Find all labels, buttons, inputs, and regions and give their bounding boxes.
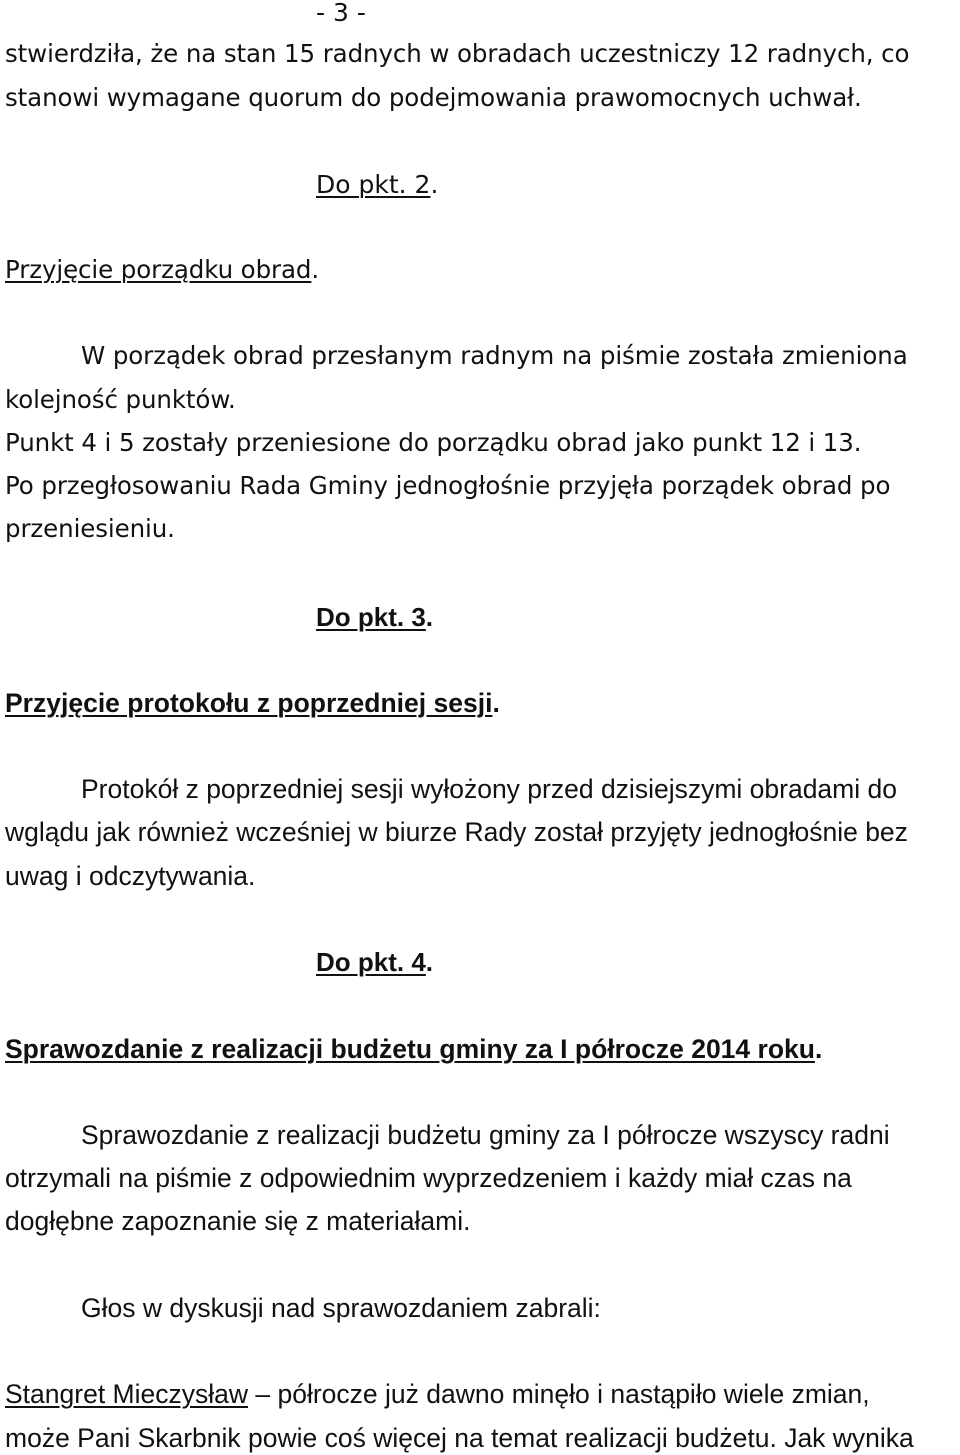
speaker-statement-line-1 [5,1381,870,1408]
point-2-label-suffix: . [430,170,439,199]
section-3-heading-text: Przyjęcie protokołu z poprzedniej sesji [5,688,493,718]
intro-line-2: stanowi wymagane quorum do podejmowania prawomocnych uchwał. [5,83,862,112]
section-2-heading [5,255,320,284]
point-3-label [316,604,433,630]
section-3-body-line-3: uwag i odczytywania. [5,861,256,891]
section-3-body-line-1: Protokół z poprzedniej sesji wyłożony przed dzisiejszymi obradami do [81,774,897,804]
section-2-heading-text: Przyjęcie porządku obrad [5,255,312,284]
point-2-label-text: Do pkt. 2 [316,170,431,199]
section-3-heading-suffix: . [492,688,500,718]
section-4-body-line-2: otrzymali na piśmie z odpowiednim wyprzedzeniem i każdy miał czas na [5,1163,852,1193]
point-3-label-suffix: . [425,602,434,632]
point-4-label-text: Do pkt. 4 [316,947,426,977]
speaker-statement-line-2: może Pani Skarbnik powie coś więcej na temat realizacji budżetu. Jak wynika [5,1423,914,1453]
point-4-label-suffix: . [425,947,434,977]
point-4-label [316,949,433,975]
section-4-heading-suffix: . [814,1034,823,1064]
point-2-label [316,172,438,197]
speaker-name: Stangret Mieczysław [5,1379,249,1409]
section-4-heading-text: Sprawozdanie z realizacji budżetu gminy za I półrocze 2014 roku [5,1034,815,1064]
section-2-heading-suffix: . [311,255,320,284]
section-3-body-line-2: wglądu jak również wcześniej w biurze Rady został przyjęty jednogłośnie bez [5,817,908,847]
section-2-body-line-1: W porządek obrad przesłanym radnym na piśmie została zmieniona [81,341,908,370]
section-4-body-line-4: Głos w dyskusji nad sprawozdaniem zabrali: [81,1293,601,1323]
section-2-body-line-3: Punkt 4 i 5 zostały przeniesione do porządku obrad jako punkt 12 i 13. [5,428,862,457]
speaker-statement-start: – półrocze już dawno minęło i nastąpiło wiele zmian, [248,1379,870,1409]
section-3-heading [5,690,500,717]
intro-line-1: stwierdziła, że na stan 15 radnych w obradach uczestniczy 12 radnych, co [5,39,910,68]
section-2-body-line-4: Po przegłosowaniu Rada Gminy jednogłośnie przyjęła porządek obrad po [5,471,891,500]
page-number: - 3 - [316,0,366,27]
section-2-body-line-2: kolejność punktów. [5,385,236,414]
section-4-heading [5,1036,822,1063]
point-3-label-text: Do pkt. 3 [316,602,426,632]
section-2-body-line-5: przeniesieniu. [5,514,175,543]
section-4-body-line-3: dogłębne zapoznanie się z materiałami. [5,1206,471,1236]
section-4-body-line-1: Sprawozdanie z realizacji budżetu gminy za I półrocze wszyscy radni [81,1120,890,1150]
